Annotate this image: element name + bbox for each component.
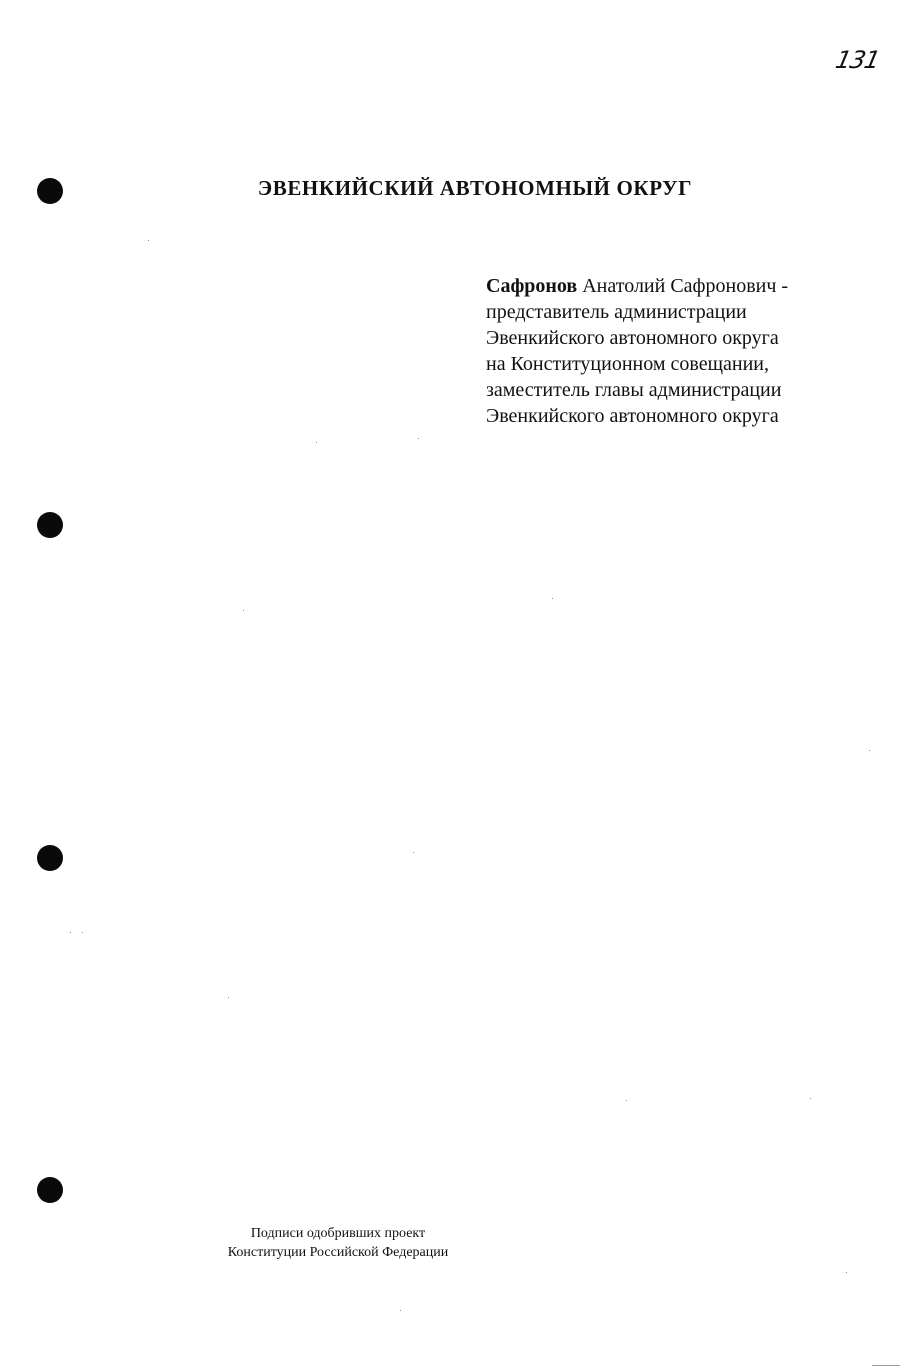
- footer-caption: [178, 1224, 498, 1262]
- scan-speck: [413, 852, 414, 853]
- punch-hole-4: [37, 1177, 63, 1203]
- scan-speck: [400, 1310, 401, 1311]
- region-heading: ЭВЕНКИЙСКИЙ АВТОНОМНЫЙ ОКРУГ: [257, 176, 693, 200]
- scan-speck: [148, 240, 149, 241]
- scan-edge-mark: [872, 1365, 900, 1366]
- punch-hole-3: [37, 845, 63, 871]
- signatory-name-rest: Анатолий Сафронович -: [577, 275, 789, 297]
- signatory-name-line: [486, 273, 866, 299]
- signatory-line: на Конституционном совещании,: [486, 353, 769, 375]
- signatory-line: представитель администрации: [486, 301, 747, 323]
- signatory-block: [486, 273, 866, 429]
- footer-line: Подписи одобривших проект: [250, 1226, 426, 1241]
- scan-speck: [82, 932, 83, 933]
- scan-speck: [316, 442, 317, 443]
- signatory-line: Эвенкийского автономного округа: [486, 405, 779, 427]
- scan-speck: [869, 750, 870, 751]
- scan-speck: [418, 438, 419, 439]
- scan-speck: [228, 997, 229, 998]
- scan-speck: [70, 932, 71, 933]
- handwritten-page-number: 131: [833, 46, 882, 74]
- scan-speck: [243, 610, 244, 611]
- scan-speck: [846, 1272, 847, 1273]
- punch-hole-2: [37, 512, 63, 538]
- footer-line: Конституции Российской Федерации: [227, 1245, 449, 1260]
- scan-speck: [626, 1100, 627, 1101]
- signatory-surname: Сафронов: [486, 275, 578, 297]
- signatory-line: заместитель главы администрации: [486, 379, 782, 401]
- scan-speck: [552, 598, 553, 599]
- scan-speck: [810, 1098, 811, 1099]
- signatory-line: Эвенкийского автономного округа: [486, 327, 779, 349]
